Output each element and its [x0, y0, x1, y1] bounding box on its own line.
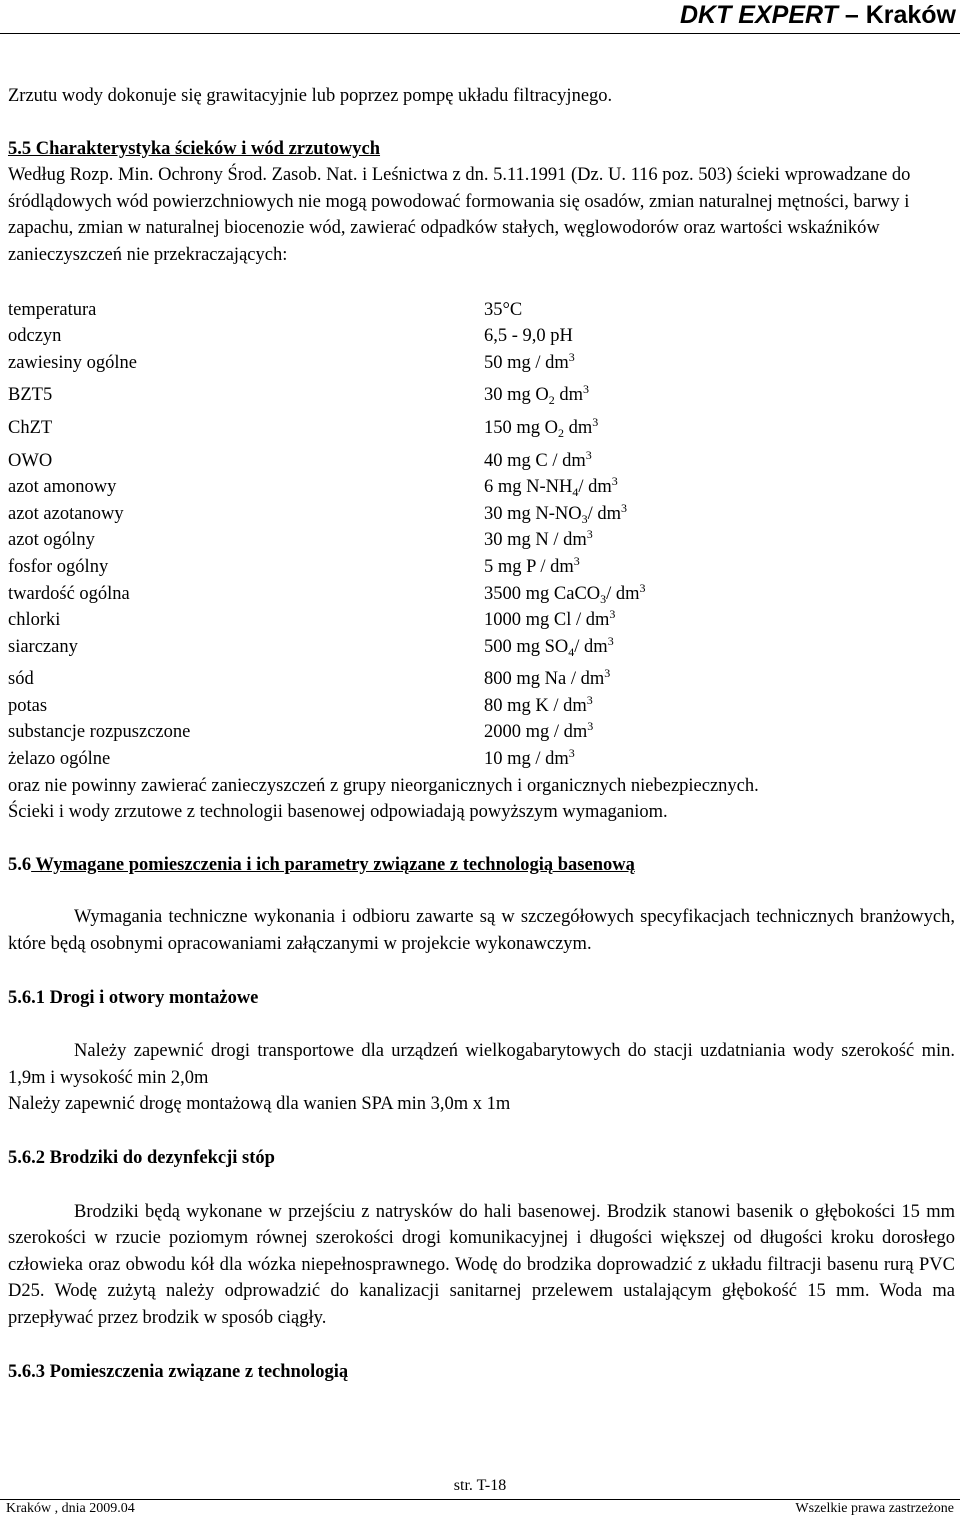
param-name: siarczany: [8, 636, 78, 657]
param-name: twardość ogólna: [8, 583, 130, 604]
param-value: 150 mg $O_2$ $dm^3$: [484, 414, 599, 440]
header-dash: –: [844, 1, 859, 29]
page-number: str. T-18: [453, 1477, 507, 1494]
section-5-6-1-paragraph-b: Należy zapewnić drogę montażową dla wanien SPA min 3,0m x 1m: [8, 1094, 511, 1115]
param-value: 2000 mg / $dm^3$: [484, 719, 594, 743]
footer-rule: [0, 1499, 960, 1500]
param-value: 6 mg $N-NH_4/$ $dm^3$: [484, 474, 618, 500]
footer-date: Kraków , dnia 2009.04: [6, 1501, 135, 1516]
header-brand: DKT EXPERT: [679, 1, 838, 29]
param-name: odczyn: [8, 326, 62, 347]
header-title: [680, 1, 956, 30]
param-value: 35°C: [484, 299, 523, 320]
page-header: [0, 0, 960, 40]
after-params-paragraph-2: Ścieki i wody zrzutowe z technologii basenowej odpowiadają powyższym wymaganiom.: [8, 802, 668, 823]
param-name: sód: [8, 669, 34, 690]
param-name: ChZT: [8, 417, 53, 438]
param-name: substancje rozpuszczone: [8, 722, 191, 743]
param-value: 3500 mg CaCO$_3$/ $dm^3$: [484, 580, 646, 606]
param-name: BZT5: [8, 385, 53, 406]
section-5-6-1-paragraph-a: Należy zapewnić drogi transportowe dla urządzeń wielkogabarytowych do stacji uzdatniania wody szerokość min. 1,9m i wysokość min 2,0m: [8, 1041, 955, 1088]
page-footer: [0, 1472, 960, 1520]
section-heading-5-5: 5.5 Charakterystyka ścieków i wód zrzutowych: [8, 138, 381, 159]
page-body: [8, 83, 955, 1385]
param-name: azot amonowy: [8, 477, 117, 498]
param-name: potas: [8, 695, 48, 716]
param-name: azot ogólny: [8, 530, 95, 551]
param-value: 800 mg Na / $dm^3$: [484, 666, 611, 690]
param-name: żelazo ogólne: [8, 749, 111, 770]
param-value: 40 mg C / $dm^3$: [484, 447, 592, 471]
intro-paragraph: Zrzutu wody dokonuje się grawitacyjnie lub poprzez pompę układu filtracyjnego.: [8, 86, 613, 106]
footer-copyright: Wszelkie prawa zastrzeżone: [795, 1501, 954, 1516]
section-5-6-paragraph: Wymagania techniczne wykonania i odbioru zawarte są w szczegółowych specyfikacjach technicznych branżowych, które będą osobnymi opracowaniami załączanymi w projekcie wykonawczym.: [8, 907, 955, 955]
param-value: 500 mg $SO_4/$ $dm^3$: [484, 633, 614, 659]
parameters-table: [8, 297, 955, 773]
param-name: fosfor ogólny: [8, 556, 109, 577]
param-value: 80 mg K / $dm^3$: [484, 692, 593, 716]
param-value: 30 mg $O_2$ $dm^3$: [484, 382, 590, 408]
after-params-paragraph-1: oraz nie powinny zawierać zanieczyszczeń z grupy nieorganicznych i organicznych niebezpiecznych.: [8, 775, 759, 796]
header-city: Kraków: [865, 1, 956, 29]
param-value: 50 mg / $dm^3$: [484, 349, 575, 373]
param-value: 30 mg $N-NO_3/$ $dm^3$: [484, 500, 628, 526]
section-heading-5-6-1: 5.6.1 Drogi i otwory montażowe: [8, 987, 259, 1008]
param-value: 6,5 - 9,0 pH: [484, 326, 573, 347]
param-value: 5 mg P / $dm^3$: [484, 553, 580, 577]
section-heading-5-6: 5.6 Wymagane pomieszczenia i ich parametry związane z technologią basenową: [8, 854, 635, 875]
param-name: OWO: [8, 450, 53, 471]
param-name: temperatura: [8, 299, 97, 320]
section-5-6-2-paragraph: Brodziki będą wykonane w przejściu z natrysków do hali basenowej. Brodzik stanowi basenik o głębokości 15 mm szerokości w rzucie poziomym równej szerokości drogi komunikacyjnej i długości większej od długości kroku dorosłego człowieka oraz obwodu kół dla wózka niepełnosprawnego. Wodę do brodzika doprowadzić z układu filtracji basenu rurą PVC D25. Wodę zużytą należy odprowadzić do kanalizacji sanitarnej przelewem ustalającym głębokość 15 mm. Woda ma przepływać przez brodzik w sposób ciągły.: [8, 1201, 955, 1328]
param-name: zawiesiny ogólne: [8, 352, 137, 373]
param-value: 10 mg / $dm^3$: [484, 746, 575, 770]
param-name: azot azotanowy: [8, 503, 124, 524]
header-rule: [0, 33, 960, 34]
section-heading-5-6-2: 5.6.2 Brodziki do dezynfekcji stóp: [8, 1148, 275, 1168]
param-name: chlorki: [8, 610, 61, 631]
param-value: 1000 mg Cl / $dm^3$: [484, 607, 616, 631]
section-heading-5-6-3: 5.6.3 Pomieszczenia związane z technologią: [8, 1361, 349, 1382]
param-value: 30 mg N / $dm^3$: [484, 527, 593, 551]
section-5-5-paragraph: Według Rozp. Min. Ochrony Środ. Zasob. Nat. i Leśnictwa z dn. 5.11.1991 (Dz. U. 116 poz. 503) ścieki wprowadzane do śródlądowych wód powierzchniowych nie mogą powodować formowania się osadów, zmian naturalnej mętności, barwy i zapachu, zmian w naturalnej biocenozie wód, zawierać odpadków stałych, węglowodorów oraz wartości wskaźników zanieczyszczeń nie przekraczających:: [8, 165, 911, 265]
